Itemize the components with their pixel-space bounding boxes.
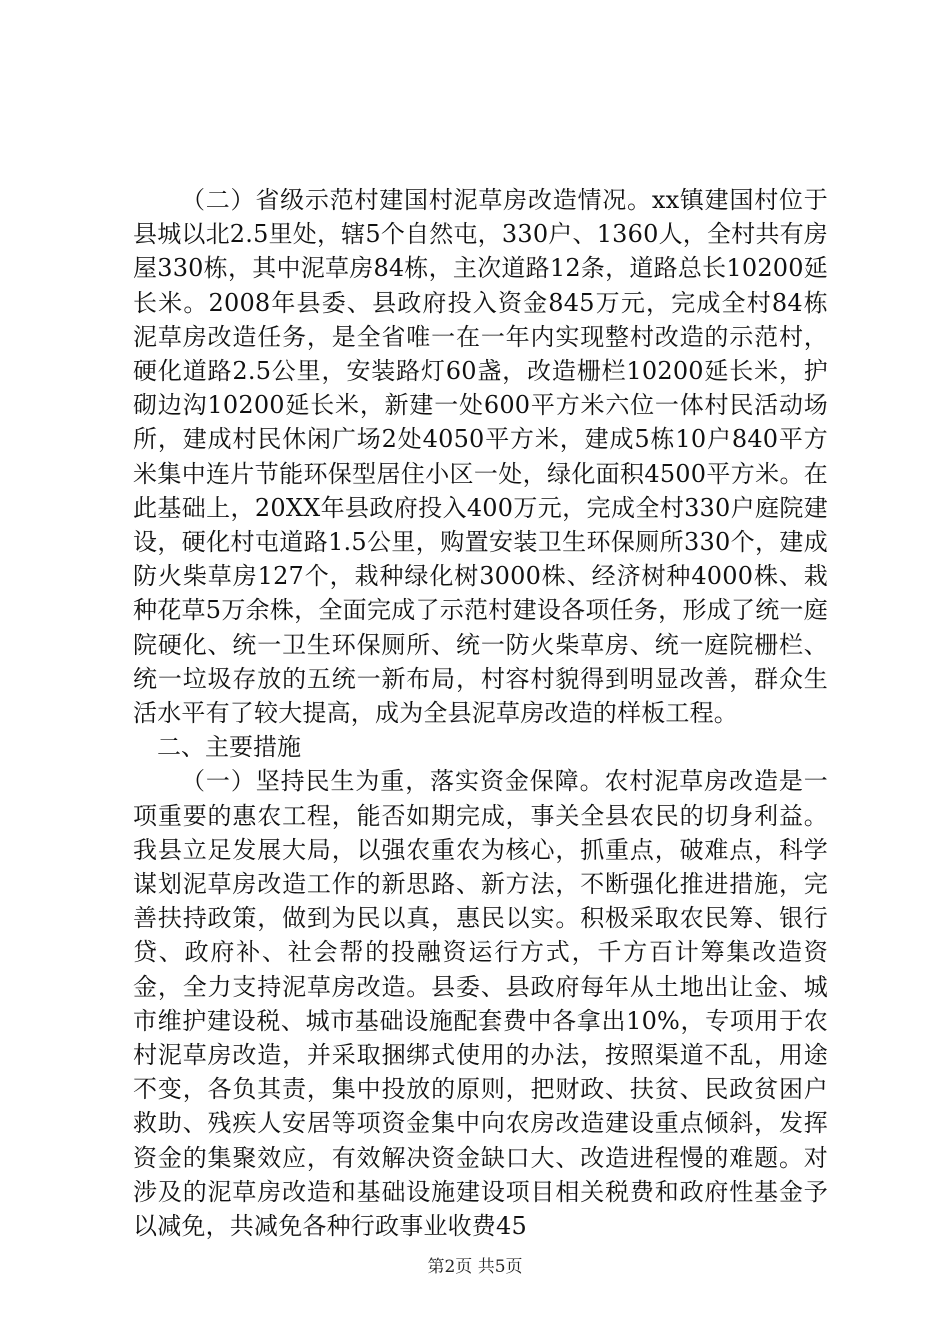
- page-footer: [0, 1256, 950, 1278]
- page-number: 第2页 共5页: [427, 1257, 523, 1277]
- paragraph-model-village: （二）省级示范村建国村泥草房改造情况。xx镇建国村位于县城以北2.5里处，辖5个自然屯，330户、1360人，全村共有房屋330栋，其中泥草房84栋，主次道路12条，道路总长10200延长米。2008年县委、县政府投入资金845万元，完成全村84栋泥草房改造任务，是全省唯一在一年内实现整村改造的示范村，硬化道路2.5公里，安装路灯60盏，改造栅栏10200延长米，护砌边沟10200延长米，新建一处600平方米六位一体村民活动场所，建成村民休闲广场2处4050平方米，建成5栋10户840平方米集中连片节能环保型居住小区一处，绿化面积4500平方米。在此基础上，20XX年县政府投入400万元，完成全村330户庭院建设，硬化村屯道路1.5公里，购置安装卫生环保厕所330个，建成防火柴草房127个，栽种绿化树3000株、经济树种4000株、栽种花草5万余株，全面完成了示范村建设各项任务，形成了统一庭院硬化、统一卫生环保厕所、统一防火柴草房、统一庭院栅栏、统一垃圾存放的五统一新布局，村容村貌得到明显改善，群众生活水平有了较大提高，成为全县泥草房改造的样板工程。: [133, 186, 828, 728]
- document-body: [133, 183, 828, 1243]
- paragraph-funding: （一）坚持民生为重，落实资金保障。农村泥草房改造是一项重要的惠农工程，能否如期完成，事关全县农民的切身利益。我县立足发展大局，以强农重农为核心，抓重点，破难点，科学谋划泥草房改造工作的新思路、新方法，不断强化推进措施，完善扶持政策，做到为民以真，惠民以实。积极采取农民筹、银行贷、政府补、社会帮的投融资运行方式，千方百计筹集改造资金，全力支持泥草房改造。县委、县政府每年从土地出让金、城市维护建设税、城市基础设施配套费中各拿出10%，专项用于农村泥草房改造，并采取捆绑式使用的办法，按照渠道不乱，用途不变，各负其责，集中投放的原则，把财政、扶贫、民政贫困户救助、残疾人安居等项资金集中向农房改造建设重点倾斜，发挥资金的集聚效应，有效解决资金缺口大、改造进程慢的难题。对涉及的泥草房改造和基础设施建设项目相关税费和政府性基金予以减免，共减免各种行政事业收费45: [133, 767, 828, 1241]
- section-heading: 二、主要措施: [157, 733, 301, 762]
